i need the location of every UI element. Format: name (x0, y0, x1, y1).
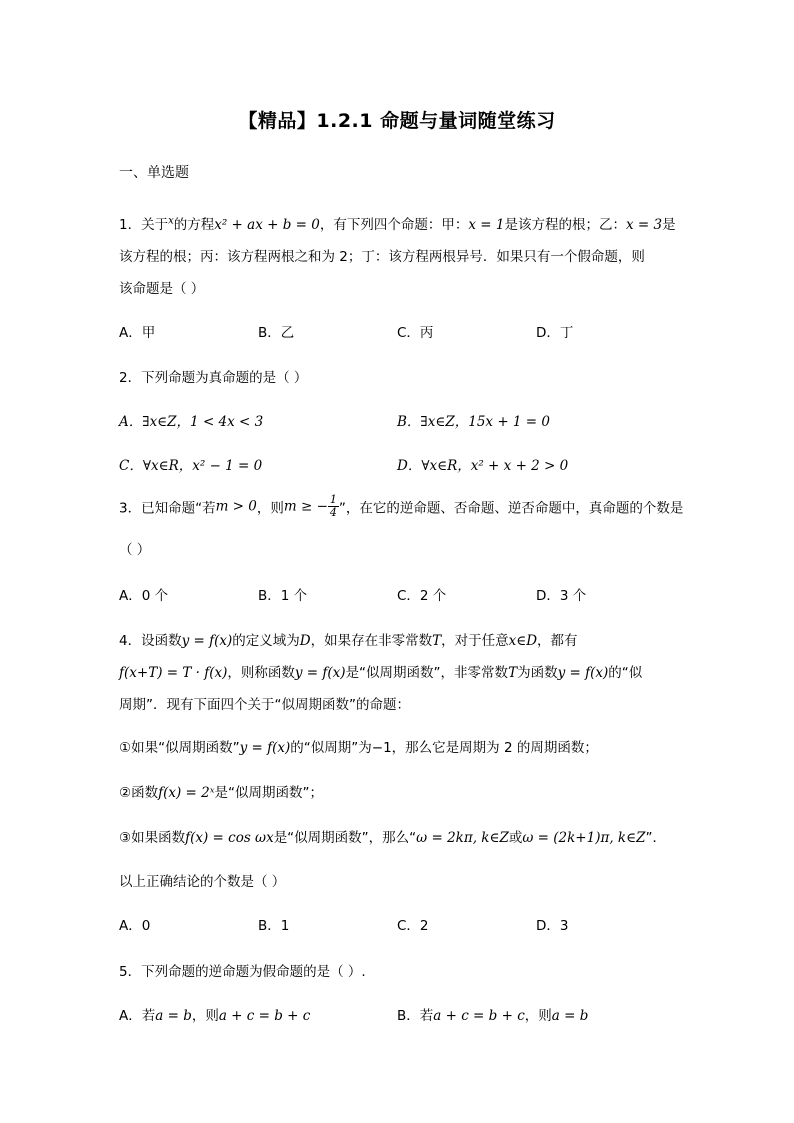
q4-ask: 以上正确结论的个数是（ ） (119, 874, 286, 890)
q2-stem: 2．下列命题为真命题的是（ ） (119, 370, 308, 386)
q4-choice-c: C．2 (397, 918, 429, 934)
q5-choice-a: A．若a = b，则a + c = b + c (119, 1008, 311, 1024)
q1-choice-a: A．甲 (119, 325, 156, 341)
q1-choice-b: B．乙 (258, 325, 295, 341)
q4-choice-b: B．1 (258, 918, 290, 934)
q1-choice-c: C．丙 (397, 325, 434, 341)
section-heading: 一、单选题 (119, 165, 189, 181)
q3-line2: （ ） (119, 542, 151, 558)
q2-choice-a: A．∃x∈Z，1 < 4x < 3 (119, 414, 264, 430)
q3-choice-c: C．2 个 (397, 588, 447, 604)
q5-stem: 5．下列命题的逆命题为假命题的是（ ）. (119, 964, 366, 980)
q2-choice-c: C．∀x∈R，x² − 1 = 0 (119, 458, 263, 474)
q4-line3: 周期”．现有下面四个关于“似周期函数”的命题： (119, 697, 410, 713)
q2-choice-b: B．∃x∈Z，15x + 1 = 0 (397, 414, 550, 430)
q4-statement-2: ②函数f(x) = 2ˣ是“似周期函数”； (119, 785, 324, 801)
q3-fraction: $\frac{1}{4}$ (329, 493, 337, 519)
q5-choice-b: B．若a + c = b + c，则a = b (397, 1008, 589, 1024)
q4-line1: 4．设函数y = f(x)的定义域为D，如果存在非零常数T，对于任意x∈D，都有 (119, 633, 578, 649)
q4-statement-3: ③如果函数f(x) = cos ωx是“似周期函数”，那么“ω = 2kπ, k∈Z或ω = (2k+1)π, k∈Z”． (119, 830, 666, 846)
q2-choice-d: D．∀x∈R，x² + x + 2 > 0 (397, 458, 569, 474)
q3-choice-d: D．3 个 (536, 588, 587, 604)
q4-choice-a: A．0 (119, 918, 151, 934)
q1-line3: 该命题是（ ） (119, 281, 205, 297)
q3-choice-b: B．1 个 (258, 588, 308, 604)
q4-statement-1: ①如果“似周期函数”y = f(x)的“似周期”为−1，那么它是周期为 2 的周期函数； (119, 740, 598, 756)
q1-line1: 1．关于$^x$的方程x² + ax + b = 0，有下列四个命题：甲：x = 1是该方程的根；乙：x = 3是 (119, 215, 676, 233)
document-title: 【精品】1.2.1 命题与量词随堂练习 (238, 110, 556, 132)
q4-line2: f(x+T) = T · f(x)，则称函数y = f(x)是“似周期函数”，非零常数T为函数y = f(x)的“似 (119, 665, 643, 681)
q3-line1: 3．已知命题“若m > 0，则m ≥ − $\frac{1}{4}$ ”，在它的逆命题、否命题、逆否命题中，真命题的个数是 (119, 493, 684, 519)
q1-line2: 该方程的根；丙：该方程两根之和为 2；丁：该方程两根异号．如果只有一个假命题，则 (119, 249, 645, 265)
q4-choice-d: D．3 (536, 918, 569, 934)
q3-choice-a: A．0 个 (119, 588, 169, 604)
q1-choice-d: D．丁 (536, 325, 574, 341)
